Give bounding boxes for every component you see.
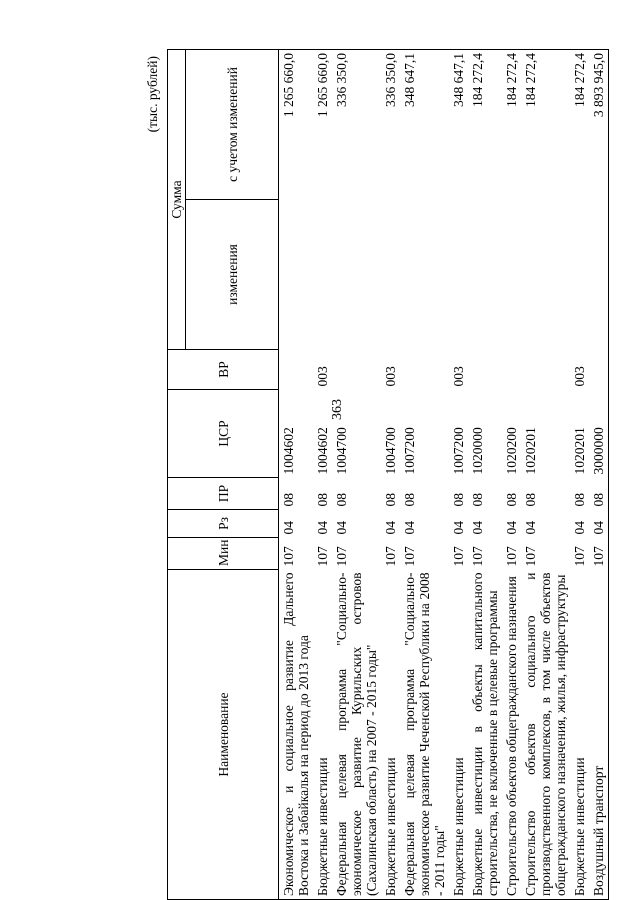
table-row [381, 49, 400, 899]
row-total: 3 893 945,0 [589, 49, 609, 199]
row-total: 336 350,0 [332, 49, 381, 199]
row-changes [400, 200, 449, 350]
row-vr [332, 350, 381, 390]
table-row [279, 49, 314, 899]
row-csr: 1020200 [504, 427, 519, 475]
row-min: 107 [589, 538, 609, 570]
table-row [449, 49, 468, 899]
row-csr: 1007200 [402, 427, 417, 475]
row-vr: 003 [315, 366, 330, 387]
row-vr [400, 350, 449, 390]
row-name: Бюджетные инвестиции [570, 570, 589, 900]
row-changes [521, 200, 570, 350]
table-body [279, 49, 609, 899]
row-name: Федеральная целевая программа "Социально-экономическое развитие Чеченской Республики на 2008 - 2011 годы" [400, 570, 449, 900]
row-min: 107 [315, 546, 330, 567]
row-csr: 1004700 [334, 427, 349, 475]
row-rz: 04 [589, 510, 609, 538]
row-csr: 1004602 [315, 427, 330, 475]
row-vr [521, 350, 570, 390]
row-changes [449, 200, 468, 350]
row-vr: 003 [451, 366, 466, 387]
row-total: 184 272,4 [521, 49, 570, 199]
units-label: (тыс. рублей) [145, 56, 160, 133]
row-name: Бюджетные инвестиции в объекты капитального строительства, не включенные в целевые программы [468, 570, 502, 900]
table-row [400, 49, 449, 899]
header-min: Мин [168, 538, 279, 570]
row-min: 107 [334, 546, 349, 567]
row-changes [570, 200, 589, 350]
row-rz: 04 [523, 521, 538, 535]
header-changes: изменения [186, 200, 279, 350]
header-pr: ПР [168, 478, 279, 510]
table-row [313, 49, 332, 899]
row-rz: 04 [383, 521, 398, 535]
header-summa: Сумма [168, 49, 186, 349]
row-vr [468, 350, 502, 390]
page-number: 363 [330, 399, 345, 420]
header-name: Наименование [168, 570, 279, 900]
table-row [468, 49, 502, 899]
row-total: 184 272,4 [502, 49, 521, 199]
row-name: Воздушный транспорт [589, 570, 609, 900]
row-pr: 08 [504, 493, 519, 507]
row-pr: 08 [281, 493, 296, 507]
table-row [332, 49, 381, 899]
row-name: Строительство объектов социального и производственного комплексов, в том числе объектов общегражданского назначения, жилья, инфраструктуры [521, 570, 570, 900]
row-csr: 1020000 [470, 427, 485, 475]
row-pr: 08 [589, 478, 609, 510]
row-total: 1 265 660,0 [313, 49, 332, 199]
row-pr: 08 [315, 493, 330, 507]
row-changes [332, 200, 381, 350]
row-changes [381, 200, 400, 350]
row-csr: 1007200 [451, 427, 466, 475]
row-changes [313, 200, 332, 350]
row-changes [589, 200, 609, 350]
row-min: 107 [451, 546, 466, 567]
row-csr: 1020201 [523, 427, 538, 475]
row-rz: 04 [315, 521, 330, 535]
row-rz: 04 [402, 521, 417, 535]
rotated-page [145, 50, 606, 900]
row-csr: 1004700 [383, 427, 398, 475]
row-rz: 04 [470, 521, 485, 535]
row-rz: 04 [572, 521, 587, 535]
row-min: 107 [504, 546, 519, 567]
row-changes [468, 200, 502, 350]
row-rz: 04 [504, 521, 519, 535]
row-pr: 08 [402, 493, 417, 507]
table-row [570, 49, 589, 899]
row-changes [502, 200, 521, 350]
row-vr [279, 350, 314, 390]
row-min: 107 [281, 546, 296, 567]
row-rz: 04 [281, 521, 296, 535]
row-min: 107 [383, 546, 398, 567]
row-pr: 08 [523, 493, 538, 507]
row-changes [279, 200, 314, 350]
row-rz: 04 [334, 521, 349, 535]
table-row [589, 49, 609, 899]
row-pr: 08 [470, 493, 485, 507]
row-total: 348 647,1 [449, 49, 468, 199]
row-name: Экономическое и социальное развитие Дальнего Востока и Забайкалья на период до 2013 года [279, 570, 314, 900]
row-vr [502, 350, 521, 390]
row-total: 336 350,0 [381, 49, 400, 199]
row-rz: 04 [451, 521, 466, 535]
row-csr: 1020201 [572, 427, 587, 475]
header-csr: ЦСР [168, 390, 279, 478]
row-name: Бюджетные инвестиции [449, 570, 468, 900]
row-name: Бюджетные инвестиции [381, 570, 400, 900]
row-vr: 003 [572, 366, 587, 387]
row-csr: 3000000 [589, 390, 609, 478]
row-min: 107 [402, 546, 417, 567]
table-row [502, 49, 521, 899]
header-vr: ВР [168, 350, 279, 390]
row-min: 107 [572, 546, 587, 567]
row-name: Бюджетные инвестиции [313, 570, 332, 900]
row-vr: 003 [383, 366, 398, 387]
row-total: 184 272,4 [468, 49, 502, 199]
row-name: Федеральная целевая программа "Социально-экономическое развитие Курильских островов (Сахалинская область) на 2007 - 2015 годы" [332, 570, 381, 900]
row-pr: 08 [334, 493, 349, 507]
row-total: 348 647,1 [400, 49, 449, 199]
row-total: 1 265 660,0 [279, 49, 314, 199]
budget-table [167, 49, 609, 900]
row-min: 107 [470, 546, 485, 567]
row-name: Строительство объектов общегражданского назначения [502, 570, 521, 900]
row-total: 184 272,4 [570, 49, 589, 199]
row-pr: 08 [572, 493, 587, 507]
row-pr: 08 [383, 493, 398, 507]
row-pr: 08 [451, 493, 466, 507]
table-row [521, 49, 570, 899]
header-rz: Рз [168, 510, 279, 538]
header-with-changes: с учетом изменений [186, 49, 279, 199]
row-vr [589, 350, 609, 390]
row-csr: 1004602 [281, 427, 296, 475]
row-min: 107 [523, 546, 538, 567]
